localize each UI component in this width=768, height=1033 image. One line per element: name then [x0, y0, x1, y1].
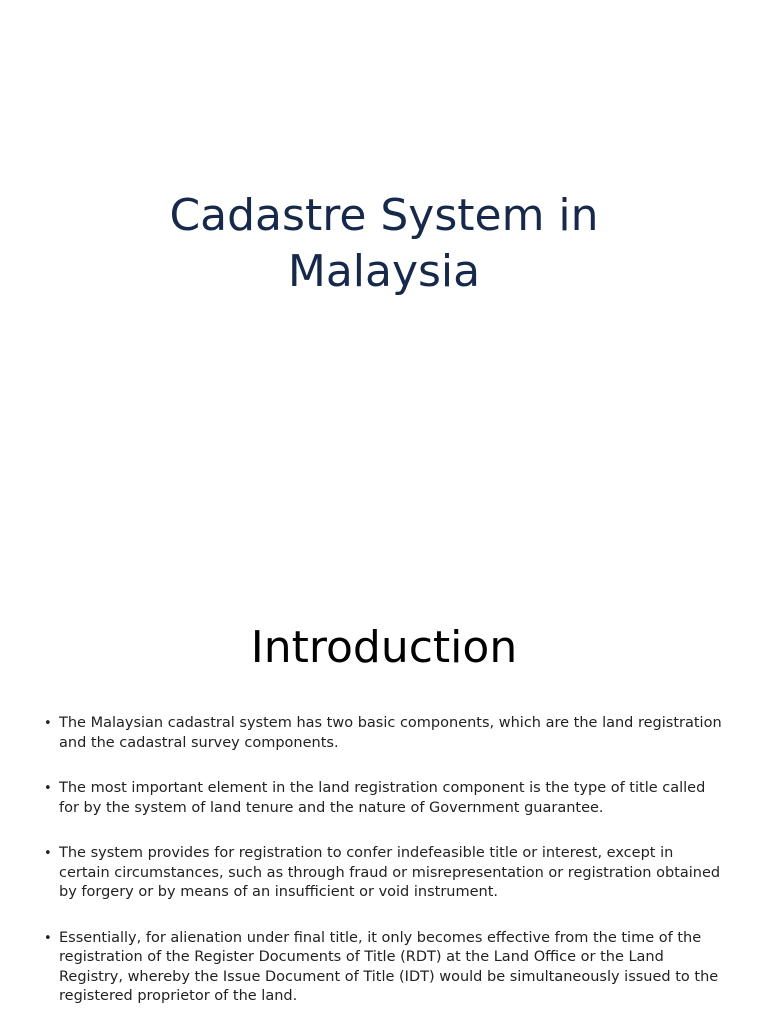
bullet-item-1: • The Malaysian cadastral system has two basic components, which are the land registration and the cadastral survey components. — [44, 714, 728, 753]
bullet-item-3: • The system provides for registration to confer indefeasible title or interest, except in certain circumstances, such as through fraud or misrepresentation or registration obtained by forgery or by means of an insufficient or void instrument. — [44, 844, 728, 903]
presentation-title-line-1: Cadastre System in — [169, 190, 599, 241]
presentation-title — [0, 188, 768, 300]
bullet-item-4: • Essentially, for alienation under final title, it only becomes effective from the time of the registration of the Register Documents of Title (RDT) at the Land Office or the Land Registry, whereby the Issue Document of Title (IDT) would be simultaneously issued to the registered proprietor of the land. — [44, 929, 728, 1007]
introduction-slide — [0, 576, 768, 1024]
bullet-item-2: • The most important element in the land registration component is the type of title called for by the system of land tenure and the nature of Government guarantee. — [44, 779, 728, 818]
introduction-heading: Introduction — [250, 622, 518, 673]
introduction-bullet-list — [44, 714, 728, 1033]
presentation-title-line-2: Malaysia — [287, 246, 481, 297]
